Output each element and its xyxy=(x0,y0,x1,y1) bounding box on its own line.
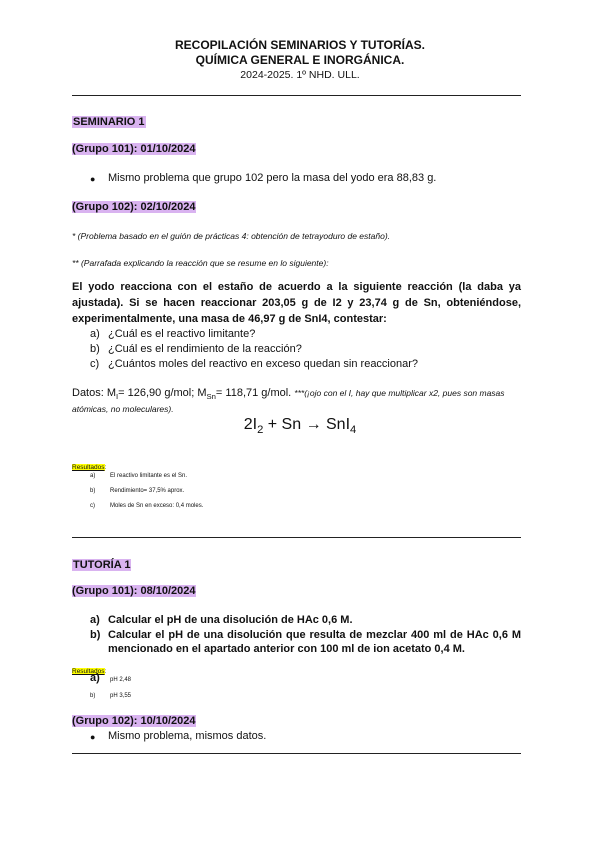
result-b-marker: b) xyxy=(90,488,96,494)
note-2: ** (Parrafada explicando la reacción que se resume en lo siguiente): xyxy=(72,258,329,268)
tut-result-a-marker: a) xyxy=(90,672,100,684)
tut-question-a-marker: a) xyxy=(90,614,100,626)
question-a: ¿Cuál es el reactivo limitante? xyxy=(108,328,256,340)
document-title-line2: QUÍMICA GENERAL E INORGÁNICA. xyxy=(195,53,405,67)
tut-question-b-marker: b) xyxy=(90,629,101,641)
problem-line1: El yodo reacciona con el estaño de acuerdo a la siguiente reacción (la daba ya xyxy=(72,281,521,293)
question-b: ¿Cuál es el rendimiento de la reacción? xyxy=(108,343,302,355)
tutorial-heading: TUTORÍA 1 xyxy=(73,559,131,571)
bullet-icon: ● xyxy=(90,174,96,184)
question-b-marker: b) xyxy=(90,343,100,355)
note-1: * (Problema basado en el guión de prácticas 4: obtención de tetrayoduro de estaño). xyxy=(72,231,391,241)
problem-line3: experimentalmente, una masa de 46,97 g de SnI4, contestar: xyxy=(72,313,387,325)
result-c-marker: c) xyxy=(90,503,95,509)
data-note-line2: atómicas, no moleculares). xyxy=(72,404,174,414)
group102-heading: (Grupo 102): 02/10/2024 xyxy=(72,201,196,213)
tut-result-a: pH 2,48 xyxy=(110,677,132,683)
document-subtitle: 2024-2025. 1º NHD. ULL. xyxy=(240,69,360,81)
group101-heading: (Grupo 101): 01/10/2024 xyxy=(72,143,196,155)
results-label: Resultados: xyxy=(72,464,107,471)
problem-line2: ajustada). Si se hacen reaccionar 203,05 g de I2 y 23,74 g de Sn, obteniéndose, xyxy=(72,297,521,309)
question-c: ¿Cuántos moles del reactivo en exceso quedan sin reaccionar? xyxy=(108,358,419,370)
chemical-equation: $2I_2 + Sn \to SnI_4$ xyxy=(243,416,357,437)
divider xyxy=(72,537,521,538)
tut-result-b: pH 3,55 xyxy=(110,693,132,699)
tut-question-a: Calcular el pH de una disolución de HAc 0,6 M. xyxy=(108,614,353,626)
document-title-line1: RECOPILACIÓN SEMINARIOS Y TUTORÍAS. xyxy=(174,38,426,52)
question-c-marker: c) xyxy=(90,358,100,370)
tut-group102-heading: (Grupo 102): 10/10/2024 xyxy=(72,715,196,727)
tut-group101-heading: (Grupo 101): 08/10/2024 xyxy=(72,585,196,597)
result-a-marker: a) xyxy=(90,473,96,479)
result-b: Rendimiento= 37,5% aprox. xyxy=(110,488,185,494)
seminar-heading: SEMINARIO 1 xyxy=(73,116,145,128)
question-a-marker: a) xyxy=(90,328,100,340)
tut-question-b-line2: mencionado en el apartado anterior con 100 ml de ion acetato 0,4 M. xyxy=(108,643,465,655)
tut-result-b-marker: b) xyxy=(90,693,96,699)
result-a: El reactivo limitante es el Sn. xyxy=(110,473,188,479)
data-line: Datos: $M_I= 126,90$ g/mol; $M_{Sn}= 118,71$ g/mol. ***(¡ojo con el I, hay que multiplicar x2, pues son masas xyxy=(72,387,505,402)
divider xyxy=(72,753,521,754)
divider xyxy=(72,95,521,96)
tut-results-label: Resultados: xyxy=(72,668,107,675)
group101-bullet: Mismo problema que grupo 102 pero la masa del yodo era 88,83 g. xyxy=(108,172,437,184)
tut-question-b-line1: Calcular el pH de una disolución que resulta de mezclar 400 ml de HAc 0,6 M xyxy=(108,629,521,641)
tut-group102-bullet: Mismo problema, mismos datos. xyxy=(108,730,267,742)
bullet-icon: ● xyxy=(90,732,96,742)
result-c: Moles de Sn en exceso: 0,4 moles. xyxy=(110,503,204,509)
